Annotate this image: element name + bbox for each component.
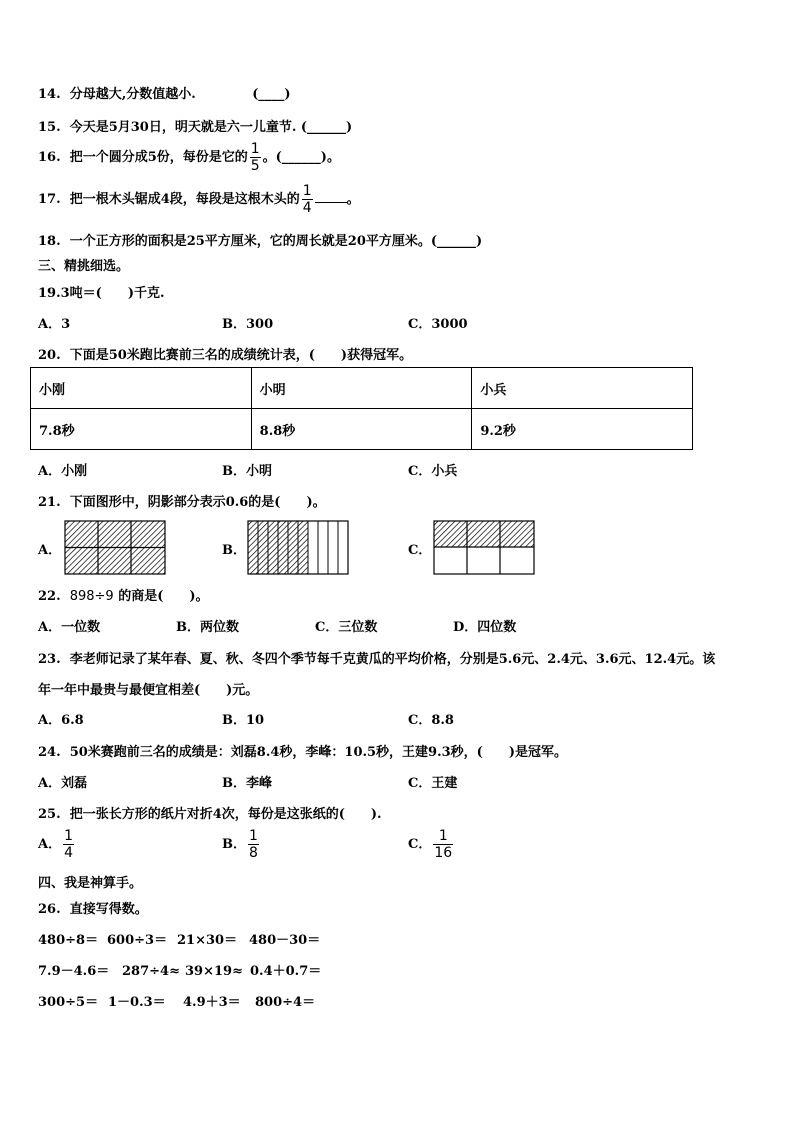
option-b[interactable]: B．两位数 xyxy=(176,620,239,635)
question-19: 19.3吨＝( )千克. xyxy=(38,286,165,301)
figure-b-strips xyxy=(247,520,350,575)
option-a[interactable]: A．刘磊 xyxy=(38,776,88,791)
calc-item: 21×30＝ xyxy=(177,933,238,948)
option-b[interactable]: B．10 xyxy=(222,713,265,728)
answer-blank[interactable]: (____) xyxy=(252,87,291,102)
table-cell: 小兵 xyxy=(472,368,693,409)
question-24: 24. 50米赛跑前三名的成绩是：刘磊8.4秒，李峰：10.5秒，王建9.3秒，( )是冠军。 xyxy=(38,745,567,760)
table-cell: 7.8秒 xyxy=(31,409,252,450)
option-b[interactable]: B．小明 xyxy=(222,464,272,479)
figure-c-grid xyxy=(433,520,535,575)
option-c[interactable]: C．小兵 xyxy=(408,464,458,479)
option-c[interactable]: C．王建 xyxy=(408,776,458,791)
option-a[interactable]: A．3 xyxy=(38,317,71,332)
table-row xyxy=(31,409,693,450)
answer-blank[interactable] xyxy=(315,190,347,203)
option-b[interactable]: B． xyxy=(222,543,246,558)
calc-item: 600÷3＝ xyxy=(107,933,168,948)
option-c[interactable]: C．8.8 xyxy=(408,713,454,728)
calc-item: 800÷4＝ xyxy=(255,995,316,1010)
fraction: $\frac{1}{5}$ xyxy=(250,141,260,174)
option-a[interactable]: A．6.8 xyxy=(38,713,84,728)
section-3-heading: 三、精挑细选。 xyxy=(38,259,130,274)
table-cell: 小刚 xyxy=(31,368,252,409)
question-25: 25. 把一张长方形的纸片对折4次，每份是这张纸的( ). xyxy=(38,807,382,822)
fraction: $\frac{1}{8}$ xyxy=(249,828,258,861)
calc-item: 287÷4≈ xyxy=(122,964,180,979)
question-21: 21. 下面图形中，阴影部分表示0.6的是( )。 xyxy=(38,495,326,510)
question-23-continued: 年一年中最贵与最便宜相差( )元。 xyxy=(38,683,259,698)
calc-item: 4.9＋3＝ xyxy=(183,995,241,1010)
option-a[interactable]: A．一位数 xyxy=(38,620,101,635)
calc-item: 39×19≈ xyxy=(185,964,243,979)
table-row xyxy=(31,368,693,409)
calc-item: 7.9－4.6＝ xyxy=(38,964,110,979)
question-18: 18. 一个正方形的面积是25平方厘米，它的周长就是20平方厘米。(______) xyxy=(38,234,483,249)
question-22: 22. 898÷9 的商是( )。 xyxy=(38,589,209,604)
answer-blank[interactable]: 。(______)。 xyxy=(262,150,340,165)
calc-item: 300÷5＝ xyxy=(38,995,99,1010)
question-20: 20. 下面是50米跑比赛前三名的成绩统计表，( )获得冠军。 xyxy=(38,348,413,363)
fraction: $\frac{1}{4}$ xyxy=(64,828,74,861)
question-17: 17. 把一根木头锯成4段，每段是这根木头的 $\frac{1}{4}$ 。 xyxy=(38,183,360,216)
calc-item: 0.4＋0.7＝ xyxy=(250,964,322,979)
calc-item: 1－0.3＝ xyxy=(108,995,166,1010)
table-cell: 小明 xyxy=(251,368,472,409)
calc-row xyxy=(38,991,315,1010)
fraction: $\frac{1}{4}$ xyxy=(302,183,312,216)
option-a[interactable]: A．小刚 xyxy=(38,464,88,479)
calc-row xyxy=(38,929,320,948)
option-a[interactable]: A． xyxy=(38,543,62,558)
calc-item: 480－30＝ xyxy=(249,933,321,948)
option-b[interactable]: B． $\frac{1}{8}$ xyxy=(222,828,258,861)
option-c[interactable]: C．3000 xyxy=(408,317,468,332)
question-26: 26. 直接写得数。 xyxy=(38,902,148,917)
option-c[interactable]: C．三位数 xyxy=(315,620,378,635)
calc-row xyxy=(38,960,321,979)
question-14: 14. 分母越大,分数值越小. (____) xyxy=(38,87,291,102)
option-b[interactable]: B．300 xyxy=(222,317,274,332)
option-d[interactable]: D．四位数 xyxy=(453,620,517,635)
question-16: 16. 把一个圆分成5份，每份是它的 $\frac{1}{5}$ 。(______)。 xyxy=(38,141,340,174)
table-cell: 8.8秒 xyxy=(251,409,472,450)
table-cell: 9.2秒 xyxy=(472,409,693,450)
option-b[interactable]: B．李峰 xyxy=(222,776,272,791)
fraction: $\frac{1}{16}$ xyxy=(434,828,453,861)
option-a[interactable]: A． $\frac{1}{4}$ xyxy=(38,828,74,861)
question-23: 23. 李老师记录了某年春、夏、秋、冬四个季节每千克黄瓜的平均价格，分别是5.6元、2.4元、3.6元、12.4元。该 xyxy=(38,652,716,667)
question-15: 15. 今天是5月30日，明天就是六一儿童节. (______) xyxy=(38,120,353,135)
option-c[interactable]: C． $\frac{1}{16}$ xyxy=(408,828,453,861)
calc-item: 480÷8＝ xyxy=(38,933,99,948)
section-4-heading: 四、我是神算手。 xyxy=(38,876,143,891)
option-c[interactable]: C． xyxy=(408,543,432,558)
score-table xyxy=(30,367,693,450)
figure-a-grid xyxy=(64,520,166,575)
answer-blank[interactable]: (______) xyxy=(300,120,353,135)
